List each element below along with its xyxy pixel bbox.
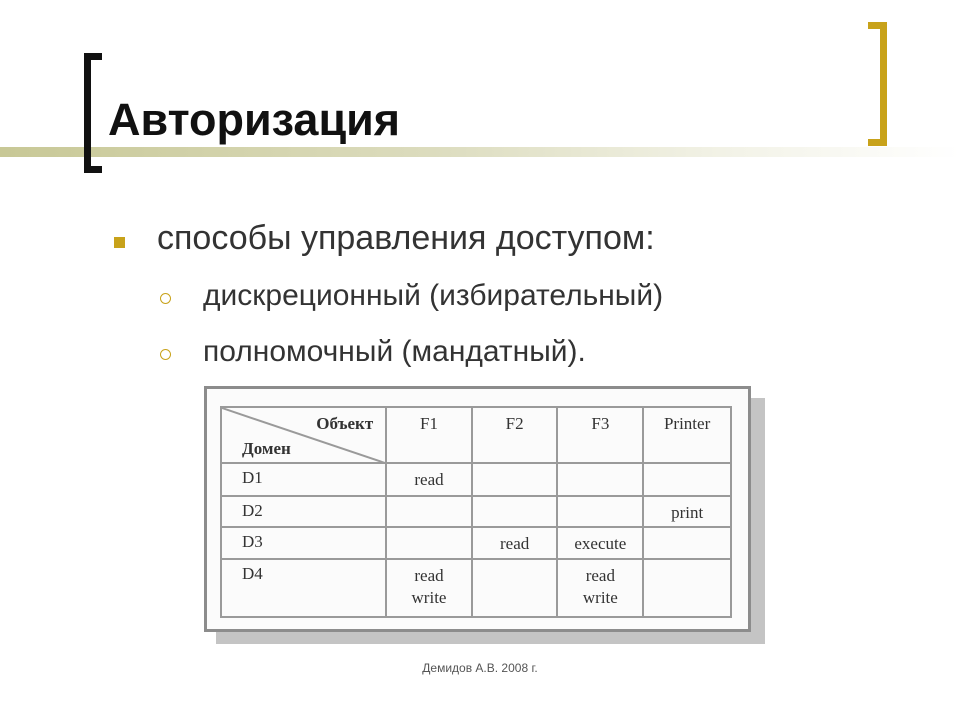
cell-d1-printer (644, 464, 730, 469)
table-cell (557, 463, 643, 496)
table-cell (643, 463, 731, 496)
row-label-d4: D4 (242, 564, 263, 583)
cell-d2-printer: print (671, 503, 704, 522)
table-row (221, 496, 731, 527)
right-bracket-decoration (868, 22, 887, 146)
table-cell (472, 559, 558, 617)
table-cell (386, 496, 472, 527)
column-header-cell (386, 407, 472, 463)
table-cell (643, 559, 731, 617)
table-cell (557, 559, 643, 617)
cell-d2-f2 (473, 497, 557, 502)
sub-bullet-discretionary: дискреционный (избирательный) (203, 279, 664, 312)
cell-d3-f1 (387, 528, 471, 533)
table-row (221, 559, 731, 617)
table-cell (472, 463, 558, 496)
table-cell (557, 527, 643, 559)
row-label-d2: D2 (242, 501, 263, 520)
row-label-d3: D3 (242, 532, 263, 551)
table-cell (472, 527, 558, 559)
row-header-cell (221, 463, 386, 496)
table-cell (557, 496, 643, 527)
bullet-access-control-methods: способы управления доступом: (157, 219, 655, 257)
table-row (221, 527, 731, 559)
table-row (221, 463, 731, 496)
sub-bullet-mandatory: полномочный (мандатный). (203, 335, 586, 368)
left-bracket-decoration (84, 53, 102, 173)
cell-d1-f3 (558, 464, 642, 469)
table-cell (472, 496, 558, 527)
cell-d3-f3: execute (574, 534, 627, 553)
circle-bullet-icon (160, 349, 171, 360)
cell-d4-f2 (473, 560, 557, 565)
column-header-cell (557, 407, 643, 463)
column-header-f3: F3 (591, 414, 610, 433)
circle-bullet-icon (160, 293, 171, 304)
table-cell (386, 559, 472, 617)
cell-d1-f2 (473, 464, 557, 469)
table-cell (386, 527, 472, 559)
column-header-cell (643, 407, 731, 463)
table-header-row (221, 407, 731, 463)
slide-footer: Демидов А.В. 2008 г. (422, 661, 538, 675)
cell-d2-f1 (387, 497, 471, 502)
access-matrix-table (220, 406, 732, 618)
cell-d4-f1: read write (411, 566, 447, 607)
column-header-printer: Printer (663, 414, 711, 433)
column-header-cell (472, 407, 558, 463)
cell-d3-printer (644, 528, 730, 533)
corner-header-cell (221, 407, 386, 463)
domain-header-label: Домен (242, 439, 291, 458)
square-bullet-icon (114, 237, 125, 248)
column-header-f1: F1 (420, 414, 438, 433)
cell-d3-f2: read (500, 534, 530, 553)
slide-title: Авторизация (108, 94, 401, 145)
cell-d2-f3 (558, 497, 642, 502)
cell-d1-f1: read (414, 470, 444, 489)
table-cell (643, 527, 731, 559)
table-cell (386, 463, 472, 496)
row-label-d1: D1 (242, 468, 263, 487)
row-header-cell (221, 496, 386, 527)
row-header-cell (221, 559, 386, 617)
column-header-f2: F2 (505, 414, 524, 433)
object-header-label: Объект (316, 414, 374, 433)
title-underline (0, 147, 960, 157)
table-cell (643, 496, 731, 527)
cell-d4-printer (644, 560, 730, 565)
cell-d4-f3: read write (582, 566, 618, 607)
row-header-cell (221, 527, 386, 559)
